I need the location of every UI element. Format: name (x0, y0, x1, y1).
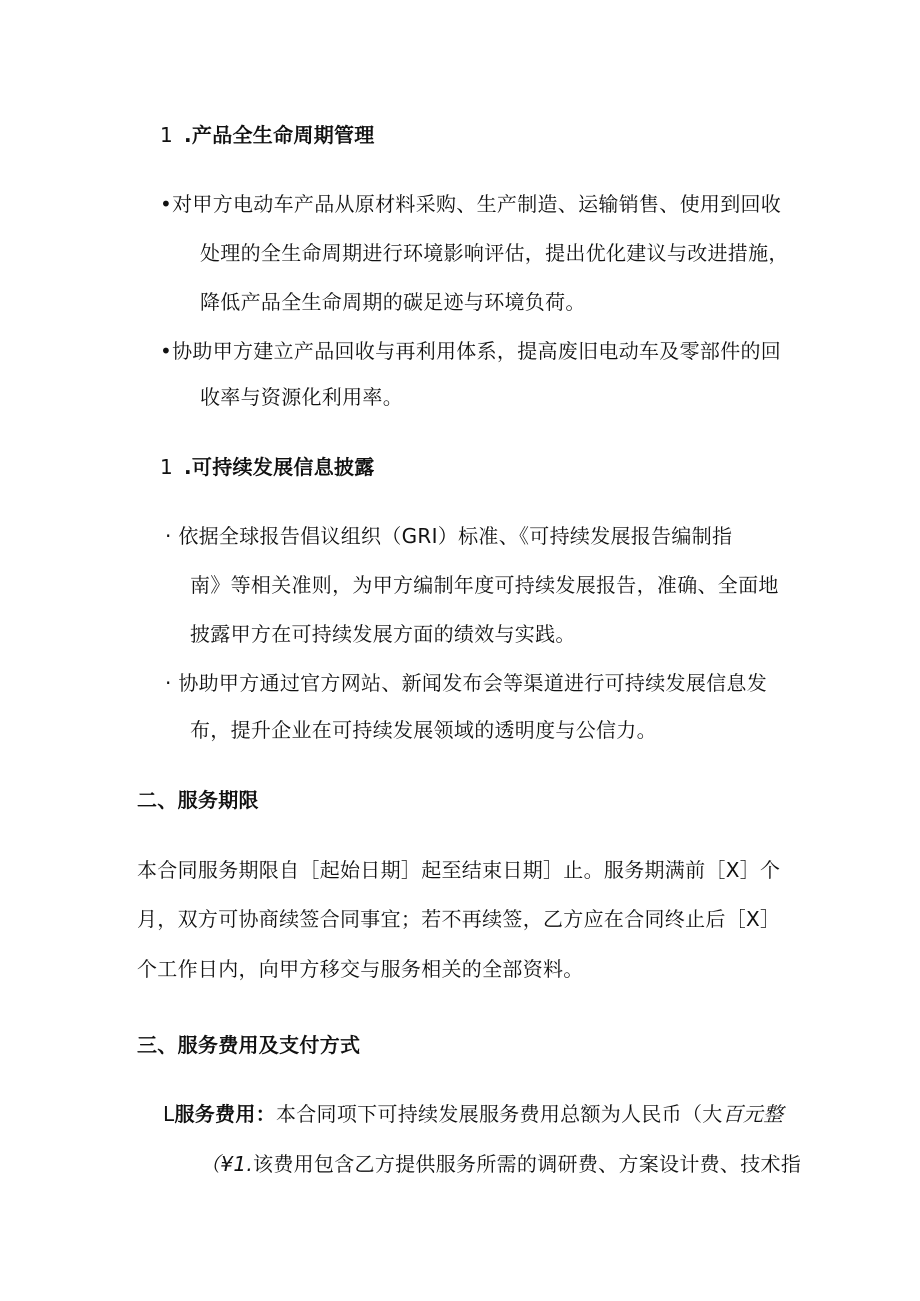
section-title: .可持续发展信息披露 (184, 455, 375, 479)
fee-label: 服务费用： (174, 1102, 276, 1126)
section-number: 1 (160, 455, 174, 479)
bullet-line: 布，提升企业在可持续发展领域的透明度与公信力。 (190, 718, 657, 742)
section-heading: 三、服务费用及支付方式 (137, 1033, 361, 1057)
paragraph-line: 月，双方可协商续签合同事宜；若不再续签，乙方应在合同终止后［X］ (137, 907, 781, 931)
bullet-line: •协助甲方建立产品回收与再利用体系，提高废旧电动车及零部件的回 (160, 339, 782, 363)
bullet-line: 披露甲方在可持续发展方面的绩效与实践。 (190, 622, 576, 646)
section-title: .产品全生命周期管理 (184, 123, 375, 147)
section-heading (160, 121, 375, 149)
bullet-line: 收率与资源化利用率。 (200, 385, 403, 409)
bullet-line: •对甲方电动车产品从原材料采购、生产制造、运输销售、使用到回收 (160, 192, 782, 216)
paragraph-line (163, 1100, 783, 1128)
fee-text: 本合同项下可持续发展服务费用总额为人民币（大 (275, 1102, 723, 1126)
fee-amount-number: （¥1. (200, 1152, 254, 1176)
bullet-line: · 协助甲方通过官方网站、新闻发布会等渠道进行可持续发展信息发 (165, 671, 768, 695)
section-heading (160, 453, 375, 481)
list-marker: L (163, 1102, 175, 1126)
section-number: 1 (160, 123, 174, 147)
fee-amount-words: 百元整 (722, 1102, 784, 1126)
bullet-line: 处理的全生命周期进行环境影响评估，提出优化建议与改进措施， (200, 241, 789, 265)
bullet-line: · 依据全球报告倡议组织（GRI）标准、《可持续发展报告编制指 (165, 524, 733, 548)
bullet-line: 降低产品全生命周期的碳足迹与环境负荷。 (200, 290, 586, 314)
fee-text: 该费用包含乙方提供服务所需的调研费、方案设计费、技术指 (253, 1152, 802, 1176)
paragraph-line: 本合同服务期限自［起始日期］起至结束日期］止。服务期满前［X］个 (137, 858, 781, 882)
bullet-line: 南》等相关准则，为甲方编制年度可持续发展报告，准确、全面地 (190, 573, 779, 597)
paragraph-line: 个工作日内，向甲方移交与服务相关的全部资料。 (137, 957, 584, 981)
paragraph-line (200, 1150, 801, 1178)
section-heading: 二、服务期限 (137, 788, 259, 812)
